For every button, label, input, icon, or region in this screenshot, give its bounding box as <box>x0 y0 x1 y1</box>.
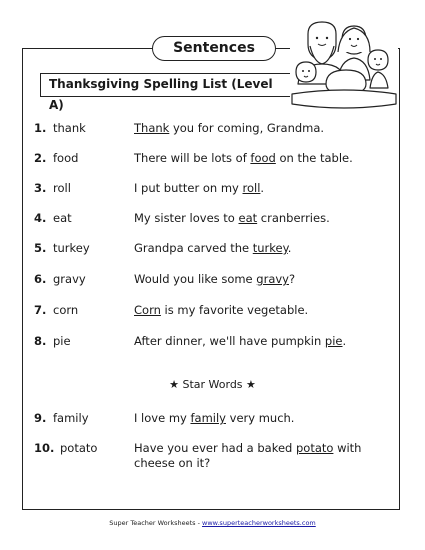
sentence-end: with cheese on it? <box>134 441 362 470</box>
footer <box>0 519 425 527</box>
sentence-start: After dinner, we'll have pumpkin <box>134 334 325 348</box>
sentence-start: My sister loves to <box>134 211 239 225</box>
example-sentence <box>134 441 394 471</box>
sentence-end: . <box>260 181 265 195</box>
sentence-end: on the table. <box>275 151 353 165</box>
sentence-end: . <box>342 334 347 348</box>
item-number: 10. <box>34 441 55 455</box>
example-sentence <box>134 334 394 349</box>
underlined-word: food <box>250 151 276 165</box>
example-sentence <box>134 272 394 287</box>
example-sentence <box>134 211 394 226</box>
item-number: 4. <box>34 211 47 225</box>
underlined-word: gravy <box>256 272 289 286</box>
example-sentence <box>134 181 394 196</box>
underlined-word: Corn <box>134 303 161 317</box>
spelling-word: eat <box>53 211 72 225</box>
sentence-start: Have you ever had a baked <box>134 441 296 455</box>
underlined-word: family <box>190 411 226 425</box>
footer-link[interactable]: www.superteacherworksheets.com <box>202 519 316 527</box>
item-number: 6. <box>34 272 47 286</box>
example-sentence <box>134 303 394 318</box>
item-number: 1. <box>34 121 47 135</box>
underlined-word: potato <box>295 441 334 455</box>
sentence-end: very much. <box>225 411 295 425</box>
star-words-heading: ★ Star Words ★ <box>169 378 256 391</box>
spelling-word: turkey <box>53 241 90 255</box>
sentence-end: you for coming, Grandma. <box>169 121 325 135</box>
spelling-word: family <box>53 411 89 425</box>
item-number: 2. <box>34 151 47 165</box>
family-dinner-illustration <box>290 14 398 114</box>
underlined-word: eat <box>238 211 258 225</box>
item-number: 5. <box>34 241 47 255</box>
item-number: 8. <box>34 334 47 348</box>
item-number: 9. <box>34 411 47 425</box>
sentence-start: I love my <box>134 411 191 425</box>
sentence-start: Grandpa carved the <box>134 241 253 255</box>
sentence-start: There will be lots of <box>134 151 251 165</box>
footer-text: Super Teacher Worksheets - <box>109 519 203 527</box>
underlined-word: roll <box>242 181 261 195</box>
spelling-word: food <box>53 151 79 165</box>
spelling-word: thank <box>53 121 86 135</box>
page-title: Sentences <box>152 36 276 61</box>
sentence-start: Would you like some <box>134 272 257 286</box>
spelling-word: roll <box>53 181 71 195</box>
item-number: 7. <box>34 303 47 317</box>
underlined-word: pie <box>324 334 343 348</box>
spelling-word: pie <box>53 334 71 348</box>
example-sentence <box>134 151 394 166</box>
sentence-start: I put butter on my <box>134 181 243 195</box>
item-number: 3. <box>34 181 47 195</box>
spelling-word: corn <box>53 303 79 317</box>
sentence-end: is my favorite vegetable. <box>160 303 309 317</box>
spelling-word: gravy <box>53 272 86 286</box>
example-sentence <box>134 121 394 136</box>
underlined-word: turkey <box>252 241 288 255</box>
worksheet-subtitle: Thanksgiving Spelling List (Level A) <box>40 73 292 97</box>
sentence-end: cranberries. <box>257 211 330 225</box>
sentence-end: . <box>287 241 292 255</box>
example-sentence <box>134 411 394 426</box>
example-sentence <box>134 241 394 256</box>
sentence-end: ? <box>288 272 296 286</box>
spelling-word: potato <box>60 441 98 455</box>
underlined-word: Thank <box>134 121 170 135</box>
